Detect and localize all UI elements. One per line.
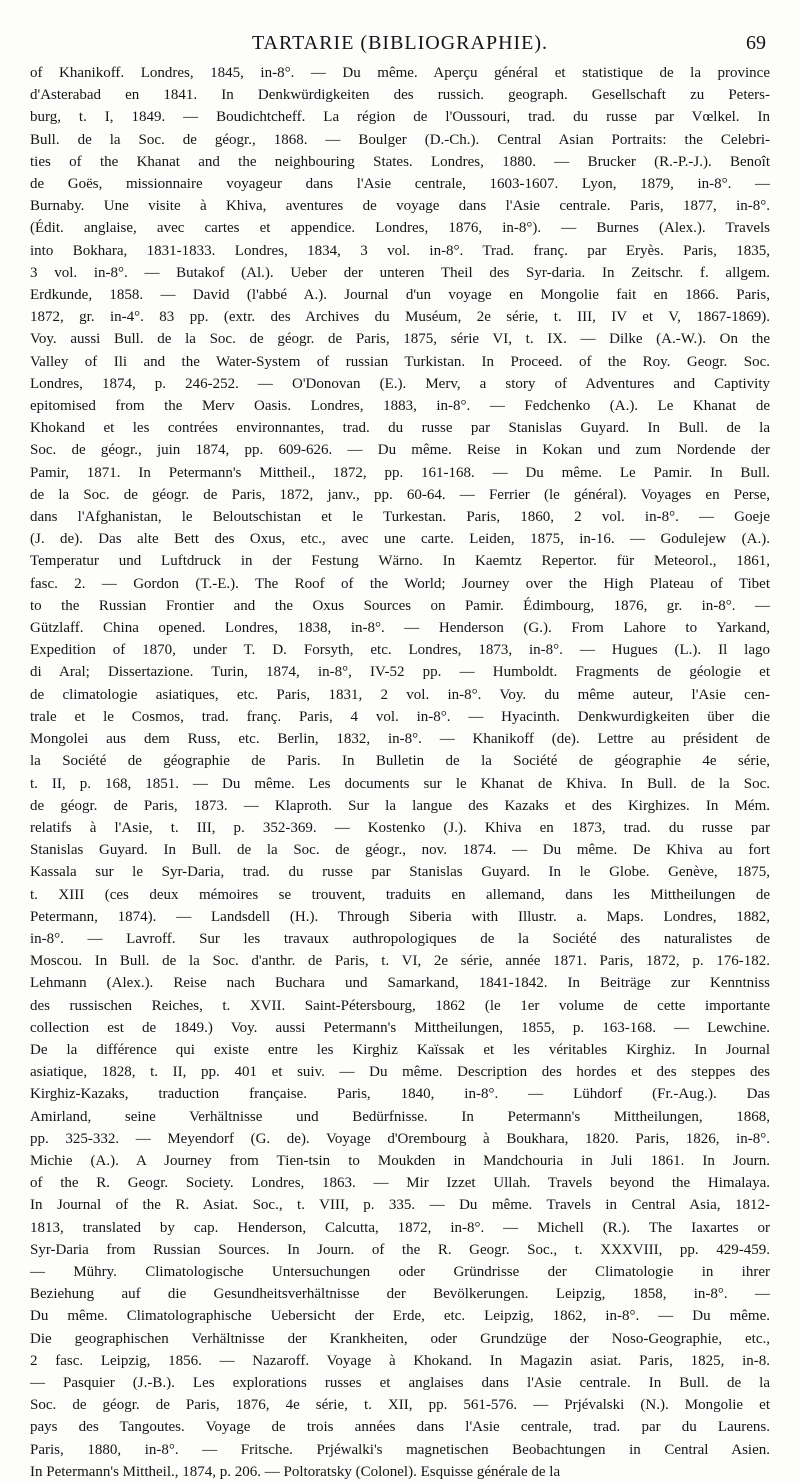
text-line: epitomised from the Merv Oasis. Londres, 1883, in-8°. — Fedchenko (A.). Le Khanat de xyxy=(30,398,770,415)
text-line: Voy. aussi Bull. de la Soc. de géogr. de Paris, 1875, série VI, t. IX. — Dilke (A.-W.). On the xyxy=(30,331,770,348)
text-line: De la différence qui existe entre les Kirghiz Kaïssak et les véritables Kirghiz. In Journal xyxy=(30,1041,770,1058)
text-line: Expedition of 1870, under T. D. Forsyth, etc. Londres, 1873, in-8°. — Hugues (L.). Il lago xyxy=(30,642,770,659)
text-line: in-8°. — Lavroff. Sur les travaux authropologiques de la Société des naturalistes de xyxy=(30,930,770,947)
text-line: 2 fasc. Leipzig, 1856. — Nazaroff. Voyage à Khokand. In Magazin asiat. Paris, 1825, in-8. xyxy=(30,1352,770,1369)
text-line: Londres, 1874, p. 246-252. — O'Donovan (E.). Merv, a story of Adventures and Captivity xyxy=(30,375,770,392)
text-line: pays des Tangoutes. Voyage de trois années dans l'Asie centrale, trad. par du Laurens. xyxy=(30,1419,770,1436)
text-line: Paris, 1880, in-8°. — Fritsche. Prjéwalki's magnetischen Beobachtungen in Central Asien. xyxy=(30,1441,770,1458)
text-line: ties of the Khanat and the neighbouring States. Londres, 1880. — Brucker (R.-P.-J.). Benoît xyxy=(30,153,770,170)
text-line: Khokand et les contrées environnantes, trad. du russe par Stanislas Guyard. In Bull. de la xyxy=(30,420,770,437)
text-line: Temperatur und Luftdruck in der Festung Wärno. In Kaemtz Repertor. für Meteorol., 1861, xyxy=(30,553,770,570)
text-line: de la Soc. de géogr. de Paris, 1872, janv., pp. 60-64. — Ferrier (le général). Voyages en Perse, xyxy=(30,486,770,503)
text-line: fasc. 2. — Gordon (T.-E.). The Roof of the World; Journey over the High Plateau of Tibet xyxy=(30,575,770,592)
text-line: Soc. de géogr., juin 1874, pp. 609-626. — Du même. Reise in Kokan und zum Nordende der xyxy=(30,442,770,459)
page-number: 69 xyxy=(746,32,766,54)
text-line: burg, t. I, 1849. — Boudichtcheff. La région de l'Oussouri, trad. du russe par Vœlkel. In xyxy=(30,109,770,126)
text-line: Petermann, 1874). — Landsdell (H.). Through Siberia with Illustr. a. Maps. Londres, 1882, xyxy=(30,908,770,925)
text-line: Burnaby. Une visite à Khiva, aventures de voyage dans l'Asie centrale. Paris, 1877, in-8°. xyxy=(30,198,770,215)
text-line: la Société de géographie de Paris. In Bulletin de la Société de géographie 4e série, xyxy=(30,753,770,770)
text-line: di Aral; Dissertazione. Turin, 1874, in-8°, IV-52 pp. — Humboldt. Fragments de géologie et xyxy=(30,664,770,681)
text-line: Die geographischen Verhältnisse der Krankheiten, oder Grundzüge der Noso-Geographie, etc., xyxy=(30,1330,770,1347)
text-line: dans l'Afghanistan, le Beloutschistan et le Turkestan. Paris, 1860, 2 vol. in-8°. — Goeje xyxy=(30,509,770,526)
text-line: Bull. de la Soc. de géogr., 1868. — Boulger (D.-Ch.). Central Asian Portraits: the Celebri- xyxy=(30,131,770,148)
text-line: Kassala sur le Syr-Daria, trad. du russe par Stanislas Guyard. In le Globe. Genève, 1875, xyxy=(30,864,770,881)
text-line: relatifs à l'Asie, t. III, p. 352-369. — Kostenko (J.). Khiva en 1873, trad. du russe par xyxy=(30,819,770,836)
running-title: TARTARIE (BIBLIOGRAPHIE). xyxy=(251,32,549,54)
text-line: pp. 325-332. — Meyendorf (G. de). Voyage d'Orembourg à Boukhara, 1820. Paris, 1826, in-8°. xyxy=(30,1130,770,1147)
text-line: d'Asterabad en 1841. In Denkwürdigkeiten des russich. geograph. Gesellschaft zu Peters- xyxy=(30,87,770,104)
text-line: of the R. Geogr. Society. Londres, 1863. — Mir Izzet Ullah. Travels beyond the Himalaya. xyxy=(30,1175,770,1192)
running-head xyxy=(30,28,770,58)
text-line: de climatologie asiatiques, etc. Paris, 1831, 2 vol. in-8°. Voy. du même auteur, l'Asie cen- xyxy=(30,686,770,703)
text-line: Moscou. In Bull. de la Soc. d'anthr. de Paris, t. VI, 2e série, année 1871. Paris, 1872, p. 176-182. xyxy=(30,953,770,970)
text-line: Kirghiz-Kazaks, traduction française. Paris, 1840, in-8°. — Lühdorf (Fr.-Aug.). Das xyxy=(30,1086,770,1103)
text-line: t. II, p. 168, 1851. — Du même. Les documents sur le Khanat de Khiva. In Bull. de la Soc. xyxy=(30,775,770,792)
text-line: to the Russian Frontier and the Oxus Sources on Pamir. Édimbourg, 1876, gr. in-8°. — xyxy=(30,597,770,614)
text-line: trale et le Cosmos, trad. franç. Paris, 4 vol. in-8°. — Hyacinth. Denkwurdigkeiten über die xyxy=(30,708,770,725)
text-line: Gützlaff. China opened. Londres, 1838, in-8°. — Henderson (G.). From Lahore to Yarkand, xyxy=(30,620,770,637)
text-line: Valley of Ili and the Water-System of russian Turkistan. In Proceed. of the Roy. Geogr. Soc. xyxy=(30,353,770,370)
text-line: Mongolei aus dem Russ, etc. Berlin, 1832, in-8°. — Khanikoff (de). Lettre au président de xyxy=(30,731,770,748)
text-line: In Petermann's Mittheil., 1874, p. 206. — Poltoratsky (Colonel). Esquisse générale de la xyxy=(30,1463,561,1480)
text-line: Beziehung auf die Gesundheitsverhältnisse der Bevölkerungen. Leipzig, 1858, in-8°. — xyxy=(30,1286,770,1303)
text-line: 1872, gr. in-4°. 83 pp. (extr. des Archives du Muséum, 2e série, t. III, IV et V, 1867-1869). xyxy=(30,309,770,326)
text-line: Lehmann (Alex.). Reise nach Buchara und Samarkand, 1841-1842. In Beiträge zur Kenntniss xyxy=(30,975,770,992)
text-line: — Pasquier (J.-B.). Les explorations russes et anglaises dans l'Asie centrale. In Bull. de la xyxy=(30,1374,770,1391)
text-line: Syr-Daria from Russian Sources. In Journ. of the R. Geogr. Soc., t. XXXVIII, pp. 429-459. xyxy=(30,1241,770,1258)
text-line: Amirland, seine Verhältnisse und Bedürfnisse. In Petermann's Mittheilungen, 1868, xyxy=(30,1108,770,1125)
text-line: Michie (A.). A Journey from Tien-tsin to Moukden in Mandchouria in Juli 1861. In Journ. xyxy=(30,1152,770,1169)
text-line: collection est de 1849.) Voy. aussi Petermann's Mittheilungen, 1855, p. 163-168. — Lewchine. xyxy=(30,1019,770,1036)
text-line: Du même. Climatolographische Uebersicht der Erde, etc. Leipzig, 1862, in-8°. — Du même. xyxy=(30,1308,770,1325)
text-line: t. XIII (ces deux mémoires se trouvent, traduits en allemand, dans les Mittheilungen de xyxy=(30,886,770,903)
text-line: (J. de). Das alte Bett des Oxus, etc., avec une carte. Leiden, 1875, in-16. — Godulejew (A.). xyxy=(30,531,770,548)
text-line: des russischen Reiches, t. XVII. Saint-Pétersbourg, 1862 (le 1er volume de cette importante xyxy=(30,997,770,1014)
text-line: of Khanikoff. Londres, 1845, in-8°. — Du même. Aperçu général et statistique de la province xyxy=(30,65,770,81)
text-line: into Bokhara, 1831-1833. Londres, 1834, 3 vol. in-8°. Trad. franç. par Eryès. Paris, 1835, xyxy=(30,242,770,259)
bibliography-text xyxy=(30,62,770,1483)
text-line: (Édit. anglaise, avec cartes et appendice. Londres, 1876, in-8°). — Burnes (Alex.). Travels xyxy=(30,220,770,237)
text-line: asiatique, 1828, t. II, pp. 401 et suiv. — Du même. Description des hordes et des steppes des xyxy=(30,1064,770,1081)
text-line: Soc. de géogr. de Paris, 1876, 4e série, t. XII, pp. 561-576. — Prjévalski (N.). Mongolie et xyxy=(30,1397,770,1414)
text-line: de géogr. de Paris, 1873. — Klaproth. Sur la langue des Kazaks et des Kirghizes. In Mém. xyxy=(30,797,770,814)
text-line: In Journal of the R. Asiat. Soc., t. VIII, p. 335. — Du même. Travels in Central Asia, 1812- xyxy=(30,1197,770,1214)
text-line: — Mühry. Climatologische Untersuchungen oder Gründrisse der Climatologie in ihrer xyxy=(30,1263,770,1280)
text-line: Pamir, 1871. In Petermann's Mittheil., 1872, pp. 161-168. — Du même. Le Pamir. In Bull. xyxy=(30,464,770,481)
text-line: 1813, translated by cap. Henderson, Calcutta, 1872, in-8°. — Michell (R.). The Iaxartes or xyxy=(30,1219,770,1236)
text-line: 3 vol. in-8°. — Butakof (Al.). Ueber der unteren Theil des Syr-daria. In Zeitschr. f. allgem. xyxy=(30,264,770,281)
text-line: Erdkunde, 1858. — David (l'abbé A.). Journal d'un voyage en Mongolie fait en 1866. Paris, xyxy=(30,287,770,304)
text-line: Stanislas Guyard. In Bull. de la Soc. de géogr., nov. 1874. — Du même. De Khiva au fort xyxy=(30,842,770,859)
text-line: de Goës, missionnaire voyageur dans l'Asie centrale, 1603-1607. Lyon, 1879, in-8°. — xyxy=(30,176,770,193)
